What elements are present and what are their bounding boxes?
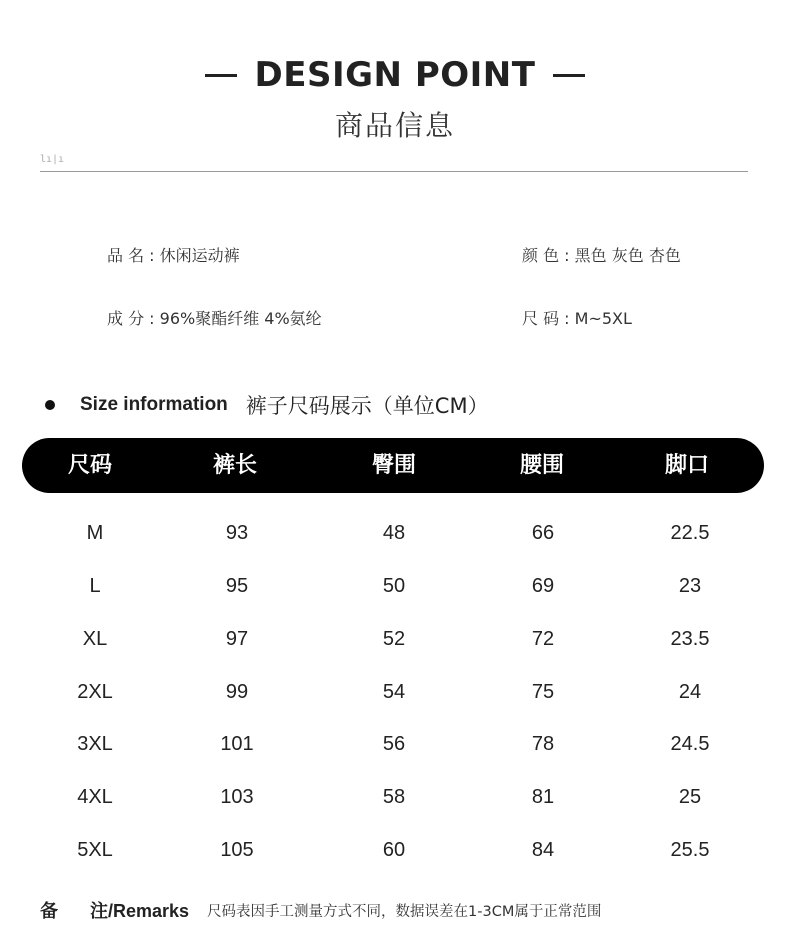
cell-leg-opening: 25 xyxy=(678,786,702,808)
cell-size: XL xyxy=(82,628,108,650)
cell-hip: 52 xyxy=(382,628,406,650)
cell-length: 97 xyxy=(225,628,249,650)
header-leg-opening: 脚口 xyxy=(664,453,710,478)
page-subtitle: 商品信息 xyxy=(334,109,455,142)
cell-length: 95 xyxy=(225,575,249,597)
header-length: 裤长 xyxy=(212,453,258,478)
table-row xyxy=(0,771,790,824)
cell-size: 3XL xyxy=(77,733,113,755)
title-dash-right xyxy=(553,74,585,77)
table-row xyxy=(0,666,790,719)
cell-leg-opening: 23.5 xyxy=(670,628,710,650)
cell-hip: 50 xyxy=(382,575,406,597)
rule-mark: lı|ı xyxy=(40,154,65,165)
product-color: 颜 色 : 黑色 灰色 杏色 xyxy=(522,246,681,265)
size-heading-en: Size information xyxy=(80,394,228,415)
cell-size: L xyxy=(89,575,101,597)
cell-hip: 48 xyxy=(382,522,406,544)
cell-size: M xyxy=(86,522,104,544)
table-row xyxy=(0,718,790,771)
page-title: DESIGN POINT xyxy=(254,55,536,95)
cell-size: 2XL xyxy=(77,681,113,703)
cell-waist: 75 xyxy=(531,681,555,703)
header xyxy=(0,50,790,144)
remarks-label-prefix: 备 xyxy=(40,901,58,922)
cell-leg-opening: 24.5 xyxy=(670,733,710,755)
cell-length: 105 xyxy=(220,839,254,861)
cell-length: 93 xyxy=(225,522,249,544)
remarks xyxy=(40,897,601,923)
size-table-header xyxy=(22,438,764,493)
header-size: 尺码 xyxy=(67,453,113,478)
cell-length: 103 xyxy=(220,786,254,808)
cell-length: 99 xyxy=(225,681,249,703)
cell-leg-opening: 25.5 xyxy=(670,839,710,861)
header-hip: 臀围 xyxy=(371,453,417,478)
product-name: 品 名 : 休闲运动裤 xyxy=(107,246,240,265)
title-row xyxy=(0,50,790,100)
product-size-range: 尺 码 : M~5XL xyxy=(522,309,632,328)
cell-size: 5XL xyxy=(77,839,113,861)
bullet-icon xyxy=(45,400,55,410)
cell-size: 4XL xyxy=(77,786,113,808)
cell-hip: 56 xyxy=(382,733,406,755)
divider xyxy=(40,171,748,172)
cell-waist: 81 xyxy=(531,786,555,808)
table-row xyxy=(0,507,790,560)
cell-hip: 54 xyxy=(382,681,406,703)
table-row xyxy=(0,560,790,613)
table-row xyxy=(0,824,790,877)
cell-hip: 58 xyxy=(382,786,406,808)
title-dash-left xyxy=(205,74,237,77)
cell-hip: 60 xyxy=(382,839,406,861)
cell-waist: 84 xyxy=(531,839,555,861)
size-section-heading xyxy=(40,390,489,420)
cell-waist: 72 xyxy=(531,628,555,650)
remarks-label: 注/Remarks xyxy=(90,901,190,921)
cell-waist: 66 xyxy=(531,522,555,544)
cell-waist: 69 xyxy=(531,575,555,597)
cell-length: 101 xyxy=(220,733,254,755)
product-material: 成 分 : 96%聚酯纤维 4%氨纶 xyxy=(107,309,322,328)
table-row xyxy=(0,613,790,666)
cell-leg-opening: 24 xyxy=(678,681,702,703)
remarks-text: 尺码表因手工测量方式不同，数据误差在1-3CM属于正常范围 xyxy=(207,903,602,920)
size-heading-cn: 裤子尺码展示（单位CM） xyxy=(245,394,489,418)
cell-waist: 78 xyxy=(531,733,555,755)
header-waist: 腰围 xyxy=(519,453,565,478)
cell-leg-opening: 23 xyxy=(678,575,702,597)
cell-leg-opening: 22.5 xyxy=(670,522,710,544)
